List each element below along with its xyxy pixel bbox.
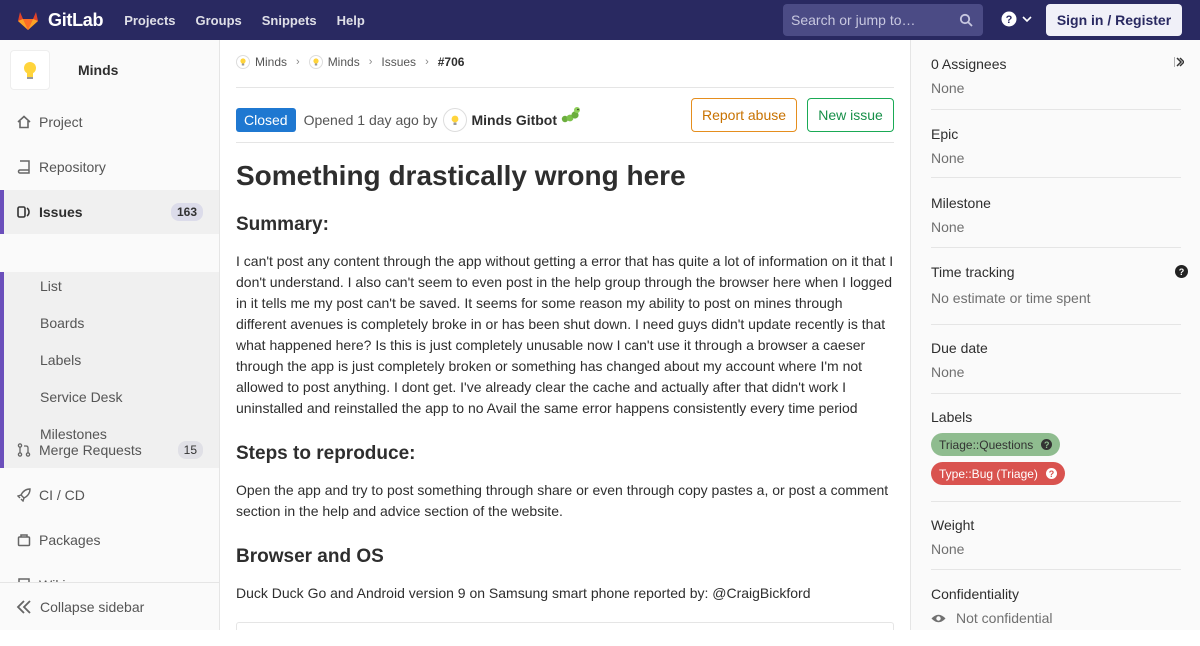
sign-in-button[interactable]: Sign in / Register <box>1046 4 1182 36</box>
project-avatar <box>10 50 50 90</box>
time-tracking-block <box>931 264 1181 325</box>
sidebar-item-label: Repository <box>39 159 106 175</box>
project-name: Minds <box>78 62 119 78</box>
assignees-value: None <box>931 80 965 96</box>
svg-text:?: ? <box>1005 14 1013 26</box>
sidebar-item-repository[interactable] <box>0 145 219 189</box>
summary-heading: Summary: <box>236 214 329 235</box>
sidebar-item-merge-requests[interactable] <box>0 428 219 472</box>
sidebar-item-label: Project <box>39 114 83 130</box>
nav-links <box>124 13 385 28</box>
divider <box>236 142 894 143</box>
summary-text: I can't post any content through the app without getting a error that has quite a lot of information on it that I don't understand. I also can't seem to even post in the help group through the browser here when I logged in it tells me my post can't be saved. It seems for some reason my ability to post on mines through different avenues is completely broke in or has been shut down. I need guys didn't update recently is that what happened here? Is this is just completely unusable now I can't use it through a browser a caeser through the app is just completely broken or something has changed about my account where I'm not allowed to post anything. I dont get. I've already clear the cache and actually after that didn't work I uninstalled and reinstalled the app to no Avail the same error happens consistently every time period <box>236 253 894 416</box>
breadcrumb-separator-icon: › <box>368 56 373 68</box>
issues-icon <box>16 204 32 220</box>
package-icon <box>16 532 32 548</box>
collapse-sidebar-label: Collapse sidebar <box>40 598 145 615</box>
assignees-block <box>931 56 1181 110</box>
breadcrumb-current-issue[interactable]: #706 <box>437 55 465 69</box>
issues-count-badge: 163 <box>171 203 203 221</box>
sidebar-subitem-list[interactable]: List <box>40 278 62 294</box>
confidentiality-title: Confidentiality <box>931 586 1019 602</box>
caterpillar-bot-icon <box>561 106 581 124</box>
author-link[interactable]: Minds Gitbot <box>471 112 558 128</box>
rocket-icon <box>16 487 32 503</box>
sidebar-item-label: CI / CD <box>39 487 85 503</box>
sidebar-item-packages[interactable] <box>0 518 219 562</box>
nav-snippets[interactable]: Snippets <box>261 12 317 28</box>
issue-meta <box>304 108 581 132</box>
breadcrumb-group[interactable] <box>236 55 287 69</box>
opened-text: Opened 1 day ago by <box>303 112 438 128</box>
project-avatar-icon <box>309 55 323 69</box>
left-sidebar <box>0 40 220 630</box>
confidentiality-value: Not confidential <box>956 610 1053 626</box>
time-tracking-title: Time tracking <box>931 264 1015 280</box>
weight-block <box>931 517 1181 570</box>
sidebar-subitem-milestones[interactable]: Milestones <box>40 426 107 442</box>
breadcrumb-separator-icon: › <box>296 56 300 68</box>
sidebar-item-issues[interactable] <box>0 190 219 234</box>
nav-projects[interactable]: Projects <box>124 12 176 28</box>
label-type-bug[interactable] <box>931 462 1065 485</box>
divider <box>236 87 894 88</box>
weight-title: Weight <box>931 517 975 533</box>
sidebar-item-cicd[interactable] <box>0 473 219 517</box>
nav-help[interactable]: Help <box>336 12 365 28</box>
question-circle-icon[interactable] <box>1175 265 1188 278</box>
group-avatar-icon <box>236 55 250 69</box>
breadcrumb-group-label: Minds <box>255 55 288 69</box>
milestone-value: None <box>931 219 965 235</box>
collapse-sidebar-button[interactable] <box>0 582 219 630</box>
chevron-down-icon <box>1022 14 1032 24</box>
sidebar-item-label: Merge Requests <box>39 442 142 458</box>
search-icon <box>959 13 973 27</box>
question-circle-icon <box>1001 11 1017 27</box>
gitlab-home-link[interactable] <box>16 0 103 40</box>
assignees-title: 0 Assignees <box>931 56 1007 72</box>
sidebar-item-label: Issues <box>39 204 83 220</box>
sidebar-subitem-boards[interactable]: Boards <box>40 315 85 331</box>
issue-title: Something drastically wrong here <box>236 160 686 191</box>
breadcrumb-separator-icon: › <box>425 56 429 68</box>
breadcrumb <box>236 55 464 69</box>
search-placeholder: Search or jump to… <box>791 12 916 28</box>
code-block <box>236 622 894 630</box>
breadcrumb-project-label: Minds <box>327 55 360 69</box>
main-content <box>220 40 910 630</box>
due-date-block <box>931 340 1181 394</box>
labels-title: Labels <box>931 409 973 425</box>
gitlab-logo-icon <box>16 8 40 32</box>
help-dropdown[interactable] <box>1001 11 1032 27</box>
right-sidebar <box>910 40 1200 630</box>
nav-groups[interactable]: Groups <box>195 12 242 28</box>
labels-block <box>931 409 1181 502</box>
sidebar-subitem-service-desk[interactable]: Service Desk <box>40 389 123 405</box>
svg-text:?: ? <box>1178 267 1185 277</box>
due-date-value: None <box>931 364 965 380</box>
confidentiality-row <box>931 610 1181 626</box>
steps-text: Open the app and try to post something through share or even through copy pastes a, or post a comment section in the help and advice section of the website. <box>236 482 889 519</box>
browser-text: Duck Duck Go and Android version 9 on Samsung smart phone reported by: @CraigBickford <box>236 585 811 601</box>
question-circle-icon: ? <box>1041 439 1052 450</box>
epic-block <box>931 126 1181 178</box>
breadcrumb-project[interactable] <box>309 55 360 69</box>
breadcrumb-issues[interactable]: Issues <box>381 55 417 69</box>
lightbulb-icon <box>22 60 38 80</box>
epic-value: None <box>931 150 965 166</box>
search-input[interactable] <box>783 4 983 36</box>
time-tracking-value: No estimate or time spent <box>931 290 1091 306</box>
milestone-block <box>931 195 1181 248</box>
browser-heading: Browser and OS <box>236 546 384 567</box>
report-abuse-button[interactable]: Report abuse <box>691 98 797 132</box>
merge-request-icon <box>16 442 32 458</box>
milestone-title: Milestone <box>931 195 991 211</box>
due-date-title: Due date <box>931 340 988 356</box>
weight-value: None <box>931 541 965 557</box>
label-text: Triage::Questions <box>939 437 1034 452</box>
steps-heading: Steps to reproduce: <box>236 443 416 464</box>
sidebar-item-project[interactable] <box>0 100 219 144</box>
book-icon <box>16 159 32 175</box>
question-circle-icon: ? <box>1046 468 1057 479</box>
top-navbar <box>0 0 1200 40</box>
mr-count-badge: 15 <box>178 441 203 459</box>
sidebar-subitem-labels[interactable]: Labels <box>40 352 82 368</box>
brand-name: GitLab <box>48 9 104 30</box>
new-issue-button[interactable]: New issue <box>807 98 894 132</box>
epic-title: Epic <box>931 126 959 142</box>
home-icon <box>16 114 32 130</box>
lightbulb-icon <box>451 115 459 126</box>
avatar[interactable] <box>443 108 467 132</box>
status-badge: Closed <box>236 108 296 132</box>
issue-header <box>236 98 894 142</box>
eye-icon <box>931 613 946 624</box>
confidentiality-block <box>931 586 1181 646</box>
double-chevron-left-icon <box>16 600 32 614</box>
label-triage-questions[interactable] <box>931 433 1060 456</box>
sidebar-item-label: Packages <box>39 532 101 548</box>
label-text: Type::Bug (Triage) <box>939 466 1038 481</box>
project-header[interactable] <box>0 40 219 100</box>
